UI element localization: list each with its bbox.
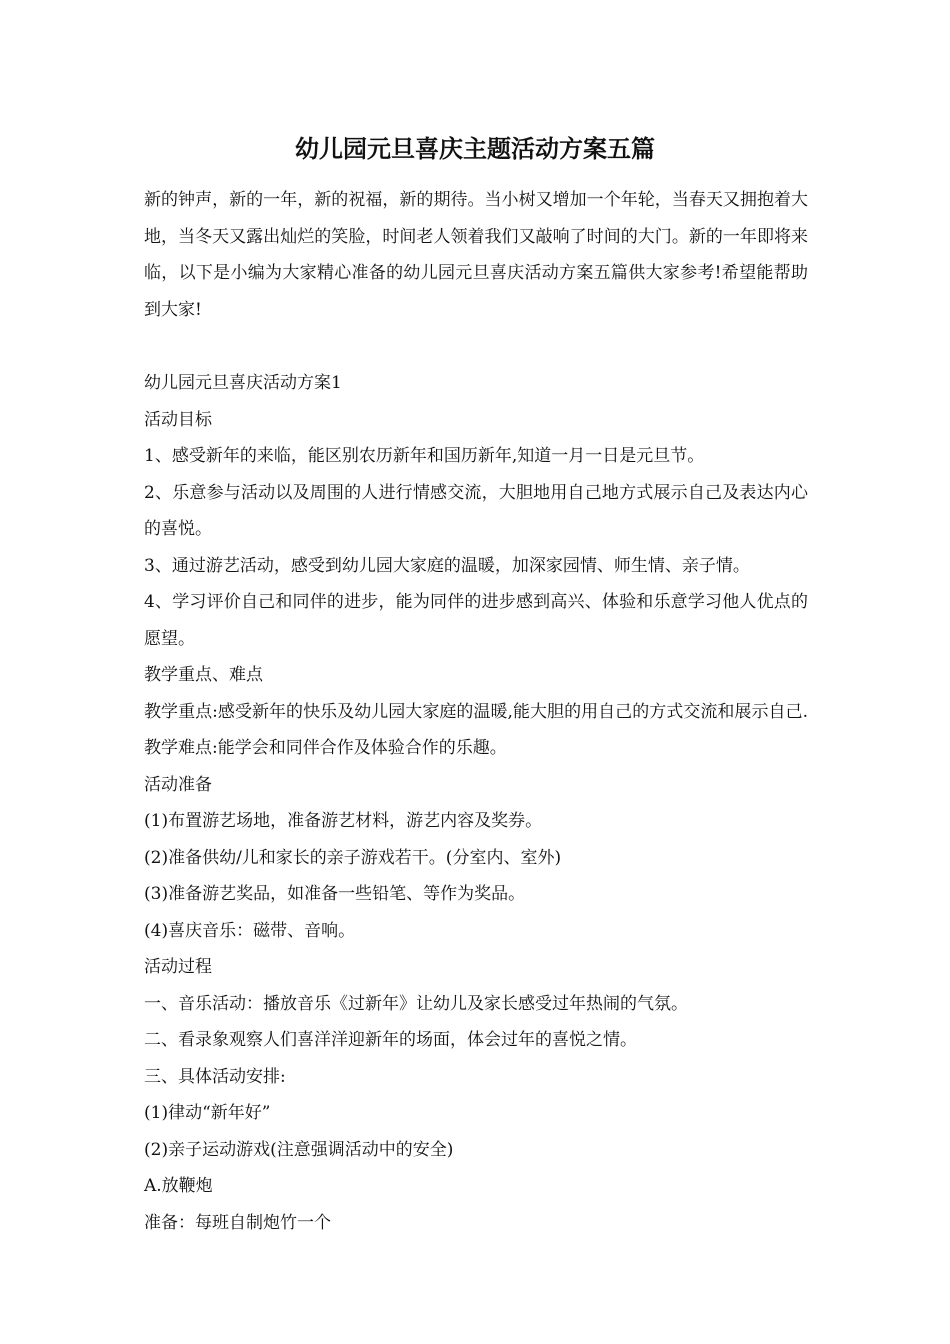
paragraph: 二、看录象观察人们喜洋洋迎新年的场面，体会过年的喜悦之情。 <box>144 1030 637 1050</box>
paragraph: 三、具体活动安排: <box>144 1066 286 1087</box>
paragraph: 3、通过游艺活动，感受到幼儿园大家庭的温暖，加深家园情、师生情、亲子情。 <box>144 555 750 576</box>
paragraph: 1、感受新年的来临，能区别农历新年和国历新年,知道一月一日是元旦节。 <box>144 446 705 466</box>
subheading: 活动准备 <box>144 774 212 795</box>
list-item: (2)亲子运动游戏(注意强调活动中的安全) <box>144 1139 454 1160</box>
subheading: 活动目标 <box>144 409 212 430</box>
section-heading: 幼儿园元旦喜庆活动方案1 <box>144 373 342 393</box>
paragraph: 准备：每班自制炮竹一个 <box>144 1212 331 1233</box>
subheading: 教学重点、难点 <box>144 665 263 685</box>
paragraph: 2、乐意参与活动以及周围的人进行情感交流，大胆地用自己地方式展示自己及表达内心的喜悦。 <box>144 482 808 539</box>
list-item: A.放鞭炮 <box>144 1176 213 1196</box>
document-body <box>144 365 808 1241</box>
paragraph: 教学重点:感受新年的快乐及幼儿园大家庭的温暖,能大胆的用自己的方式交流和展示自己.教学难点:能学会和同伴合作及体验合作的乐趣。 <box>144 701 808 758</box>
paragraph: 4、学习评价自己和同伴的进步，能为同伴的进步感到高兴、体验和乐意学习他人优点的愿望。 <box>144 592 808 649</box>
list-item: (2)准备供幼/儿和家长的亲子游戏若干。(分室内、室外) <box>144 847 562 868</box>
list-item: (3)准备游艺奖品，如准备一些铅笔、等作为奖品。 <box>144 884 526 904</box>
paragraph: 一、音乐活动：播放音乐《过新年》让幼儿及家长感受过年热闹的气氛。 <box>144 993 688 1014</box>
list-item: (4)喜庆音乐：磁带、音响。 <box>144 920 356 941</box>
list-item: (1)律动“新年好” <box>144 1103 271 1123</box>
subheading: 活动过程 <box>144 957 212 977</box>
document-title: 幼儿园元旦喜庆主题活动方案五篇 <box>295 134 655 163</box>
list-item: (1)布置游艺场地，准备游艺材料，游艺内容及奖券。 <box>144 811 543 831</box>
intro-paragraph: 新的钟声，新的一年，新的祝福，新的期待。当小树又增加一个年轮，当春天又拥抱着大地，当冬天又露出灿烂的笑脸，时间老人领着我们又敲响了时间的大门。新的一年即将来临，以下是小编为大家精心准备的幼儿园元旦喜庆活动方案五篇供大家参考!希望能帮助到大家! <box>144 190 808 320</box>
